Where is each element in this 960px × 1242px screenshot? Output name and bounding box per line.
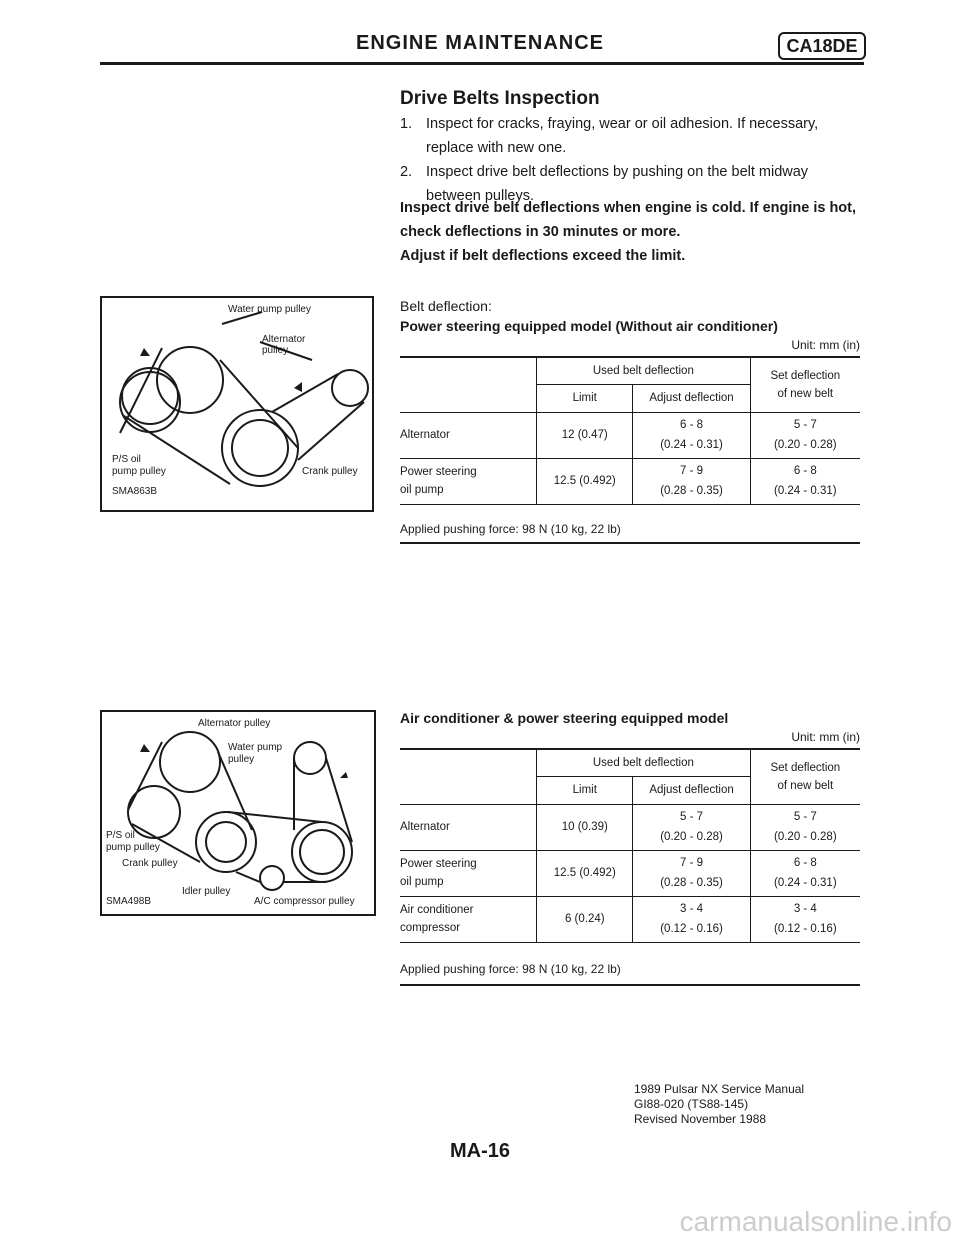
row-adjust-in: (0.28 - 0.35) — [660, 485, 723, 497]
row-set-in: (0.20 - 0.28) — [774, 831, 837, 843]
row-name — [400, 458, 537, 504]
table-1-unit: Unit: mm (in) — [791, 338, 860, 352]
row-adjust-value: 5 - 7 — [680, 811, 704, 823]
watermark: carmanualsonline.info — [679, 1206, 952, 1237]
table-1-head-used: Used belt deflection — [537, 358, 751, 384]
table-2-head-limit: Limit — [537, 776, 633, 804]
table-1-head-set — [750, 358, 860, 412]
row-adjust — [633, 458, 750, 504]
step-1 — [400, 112, 860, 160]
row-adjust-value: 3 - 4 — [680, 903, 704, 915]
alternator-pulley-shape — [122, 368, 178, 424]
table-1-head-set-line2: of new belt — [777, 387, 834, 400]
row-name: Alternator — [400, 412, 537, 458]
row-adjust — [633, 896, 750, 942]
table-row — [400, 896, 860, 942]
figure-1-code: SMA863B — [112, 486, 158, 497]
table-row — [400, 804, 860, 850]
idler-pulley-shape — [260, 866, 284, 890]
row-set — [750, 412, 860, 458]
water-pump-pulley-label: pulley — [228, 754, 255, 765]
row-set-in: (0.12 - 0.16) — [774, 923, 837, 935]
row-set-in: (0.24 - 0.31) — [773, 485, 837, 497]
table-1-title: Power steering equipped model (Without air conditioner) — [400, 318, 778, 334]
row-set-in: (0.20 - 0.28) — [773, 439, 837, 451]
cold-engine-note: Inspect drive belt deflections when engine is cold. If engine is hot, check deflections in 30 minutes or more. — [400, 200, 857, 240]
table-2-head-set-line2: of new belt — [777, 779, 834, 792]
crank-pulley-label: Crank pulley — [302, 466, 358, 477]
page-number: MA-16 — [449, 1140, 510, 1162]
row-set — [750, 850, 860, 896]
section-title: Drive Belts Inspection — [400, 88, 600, 109]
row-name — [400, 896, 537, 942]
manual-revision: Revised November 1988 — [634, 1112, 767, 1126]
table-2-head-set-line1: Set deflection — [770, 761, 841, 774]
table-1-force: Applied pushing force: 98 N (10 kg, 22 lb) — [400, 522, 621, 536]
page-header-title: ENGINE MAINTENANCE — [355, 32, 604, 54]
row-set-value: 3 - 4 — [793, 903, 817, 915]
row-name: Alternator — [400, 804, 537, 850]
figure-2-code: SMA498B — [106, 896, 152, 907]
alternator-small-pulley-shape — [294, 742, 326, 774]
ac-compressor-pulley-label: A/C compressor pulley — [254, 896, 355, 907]
row-set-in: (0.24 - 0.31) — [774, 877, 837, 889]
table-1-bottom-rule — [400, 542, 860, 544]
row-adjust — [633, 804, 750, 850]
row-set — [750, 896, 860, 942]
belt-diagram-2 — [100, 710, 376, 916]
row-set — [750, 458, 860, 504]
manual-code: GI88-020 (TS88-145) — [634, 1097, 749, 1111]
crank-pulley-label: Crank pulley — [122, 858, 178, 869]
table-2-title: Air conditioner & power steering equipped model — [400, 710, 729, 726]
table-1-head-set-line1: Set deflection — [770, 369, 841, 382]
table-row — [400, 458, 860, 504]
row-limit: 6 (0.24) — [537, 896, 633, 942]
adjust-note: Adjust if belt deflections exceed the limit. — [400, 248, 686, 264]
crank-pulley-outer-shape — [222, 410, 298, 486]
header-rule — [100, 62, 864, 65]
row-name-line1: Power steering — [400, 858, 477, 870]
step-2-number: 2. — [400, 164, 413, 180]
idler-pulley-label: Idler pulley — [182, 886, 231, 897]
belt-diagram-1-drawing — [102, 298, 372, 510]
belt-deflection-intro: Belt deflection: — [400, 298, 492, 314]
table-2-force: Applied pushing force: 98 N (10 kg, 22 lb) — [400, 962, 621, 976]
row-name-line2: oil pump — [400, 484, 444, 496]
row-adjust — [633, 850, 750, 896]
ac-compressor-pulley-inner-shape — [300, 830, 344, 874]
row-name-line1: Power steering — [400, 466, 477, 478]
alternator-pulley-label: Alternator pulley — [262, 334, 306, 356]
ps-pump-pulley-label: pump pulley — [112, 466, 166, 477]
table-1 — [400, 358, 860, 505]
ps-pump-pulley-label: pump pulley — [106, 842, 160, 853]
row-set-value: 6 - 8 — [793, 857, 817, 869]
row-name-line2: compressor — [400, 922, 461, 934]
water-pump-pulley-shape — [157, 347, 223, 413]
crank-pulley-inner-shape — [206, 822, 246, 862]
row-set-value: 6 - 8 — [793, 465, 817, 477]
water-pump-pulley-shape — [160, 732, 220, 792]
table-row — [400, 850, 860, 896]
row-adjust-value: 7 - 9 — [680, 465, 704, 477]
table-2-head-used: Used belt deflection — [537, 750, 751, 776]
table-2-head-set — [750, 750, 860, 804]
belt-diagram-1 — [100, 296, 374, 512]
table-1-head-limit: Limit — [537, 384, 633, 412]
row-name-line1: Air conditioner — [400, 904, 474, 916]
ps-oil-label: P/S oil — [106, 830, 135, 841]
step-1-text: Inspect for cracks, fraying, wear or oil adhesion. If necessary, replace with new one. — [426, 116, 819, 156]
row-limit: 12 (0.47) — [537, 412, 633, 458]
row-set-value: 5 - 7 — [793, 811, 817, 823]
row-limit: 12.5 (0.492) — [537, 458, 633, 504]
row-adjust-in: (0.24 - 0.31) — [660, 439, 723, 451]
row-name — [400, 850, 537, 896]
row-limit: 10 (0.39) — [537, 804, 633, 850]
alternator-pulley-label: Alternator pulley — [198, 718, 271, 729]
manual-name: 1989 Pulsar NX Service Manual — [634, 1082, 805, 1096]
engine-code-badge: CA18DE — [778, 32, 866, 60]
table-1-head-adjust: Adjust deflection — [633, 384, 750, 412]
row-adjust-in: (0.12 - 0.16) — [660, 923, 723, 935]
row-adjust-value: 6 - 8 — [680, 419, 704, 431]
row-set-value: 5 - 7 — [793, 419, 817, 431]
row-adjust-value: 7 - 9 — [680, 857, 704, 869]
row-name-line2: oil pump — [400, 876, 444, 888]
table-2-head-adjust: Adjust deflection — [633, 776, 750, 804]
manual-edition-note — [634, 1082, 804, 1127]
table-2 — [400, 750, 860, 943]
row-adjust-in: (0.28 - 0.35) — [660, 877, 723, 889]
table-2-unit: Unit: mm (in) — [791, 730, 860, 744]
water-pump-label: Water pump — [228, 742, 283, 753]
row-adjust-in: (0.20 - 0.28) — [660, 831, 723, 843]
row-limit: 12.5 (0.492) — [537, 850, 633, 896]
step-1-number: 1. — [400, 116, 413, 132]
ps-oil-label: P/S oil — [112, 454, 141, 465]
row-set — [750, 804, 860, 850]
table-2-bottom-rule — [400, 984, 860, 986]
water-pump-pulley-label: Water pump pulley — [228, 304, 311, 315]
step-2-text: Inspect drive belt deflections by pushing on the belt midway between pulleys. — [426, 164, 809, 204]
row-adjust — [633, 412, 750, 458]
table-row — [400, 412, 860, 458]
